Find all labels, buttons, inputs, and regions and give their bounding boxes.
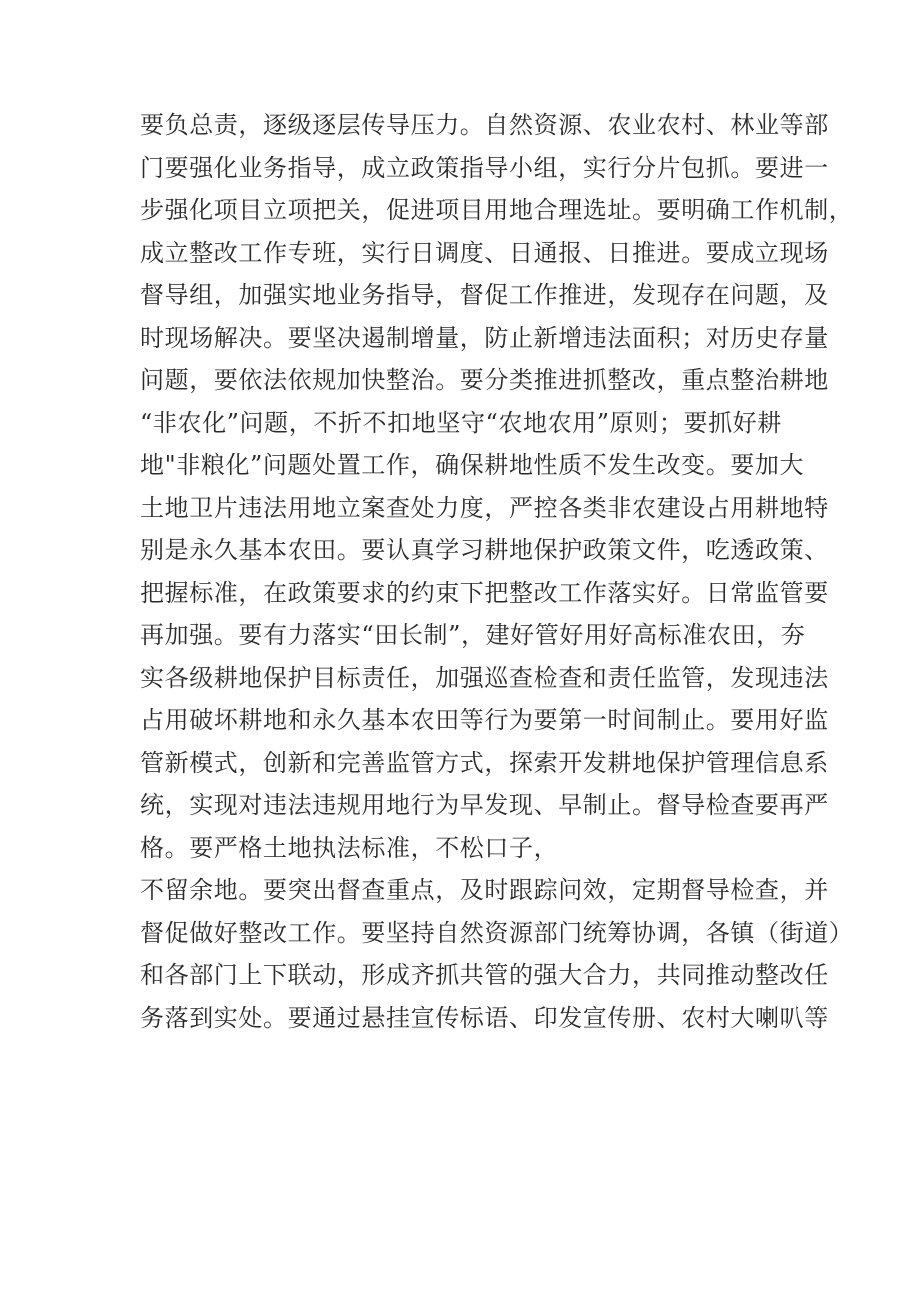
text-line: 督促做好整改工作。要坚持自然资源部门统筹协调，各镇（街道） xyxy=(140,918,854,947)
text-line: 督导组，加强实地业务指导，督促工作推进，发现存在问题，及 xyxy=(140,281,829,309)
text-line: 格。要严格土地执法标准，不松口子， xyxy=(140,833,559,862)
text-line: 占用破坏耕地和永久基本农田等行为要第一时间制止。要用好监 xyxy=(140,706,829,734)
text-line: 再加强。要有力落实“田长制”，建好管好用好高标准农田，夯 xyxy=(140,621,806,649)
text-line: 不留余地。要突出督查重点，及时跟踪问效，定期督导检查，并 xyxy=(140,876,829,904)
text-line: 实各级耕地保护目标责任，加强巡查检查和责任监管，发现违法 xyxy=(140,663,829,692)
text-line: 步强化项目立项把关，促进项目用地合理选址。要明确工作机制， xyxy=(140,196,854,224)
text-line: 要负总责，逐级逐层传导压力。自然资源、农业农村、林业等部 xyxy=(140,111,829,139)
body-text xyxy=(140,104,854,1039)
text-line: 问题，要依法依规加快整治。要分类推进抓整改，重点整治耕地 xyxy=(140,366,829,394)
text-line: 管新模式，创新和完善监管方式，探索开发耕地保护管理信息系 xyxy=(140,748,829,777)
text-line: 地"非粮化”问题处置工作，确保耕地性质不发生改变。要加大 xyxy=(140,451,805,479)
text-line: 门要强化业务指导，成立政策指导小组，实行分片包抓。要进一 xyxy=(140,153,829,182)
text-line: 成立整改工作专班，实行日调度、日通报、日推进。要成立现场 xyxy=(140,238,829,267)
text-line: 土地卫片违法用地立案查处力度，严控各类非农建设占用耕地特 xyxy=(140,493,829,522)
text-line: 时现场解决。要坚决遏制增量，防止新增违法面积；对历史存量 xyxy=(140,323,829,352)
text-line: 和各部门上下联动，形成齐抓共管的强大合力，共同推动整改任 xyxy=(140,961,829,989)
text-line: 把握标准，在政策要求的约束下把整改工作落实好。日常监管要 xyxy=(140,578,829,607)
text-line: 统，实现对违法违规用地行为早发现、早制止。督导检查要再严 xyxy=(140,791,829,819)
text-line: 别是永久基本农田。要认真学习耕地保护政策文件，吃透政策、 xyxy=(140,536,829,564)
text-line: “非农化”问题，不折不扣地坚守“农地农用”原则；要抓好耕 xyxy=(140,408,782,437)
text-line: 务落到实处。要通过悬挂宣传标语、印发宣传册、农村大喇叭等 xyxy=(140,1003,829,1032)
